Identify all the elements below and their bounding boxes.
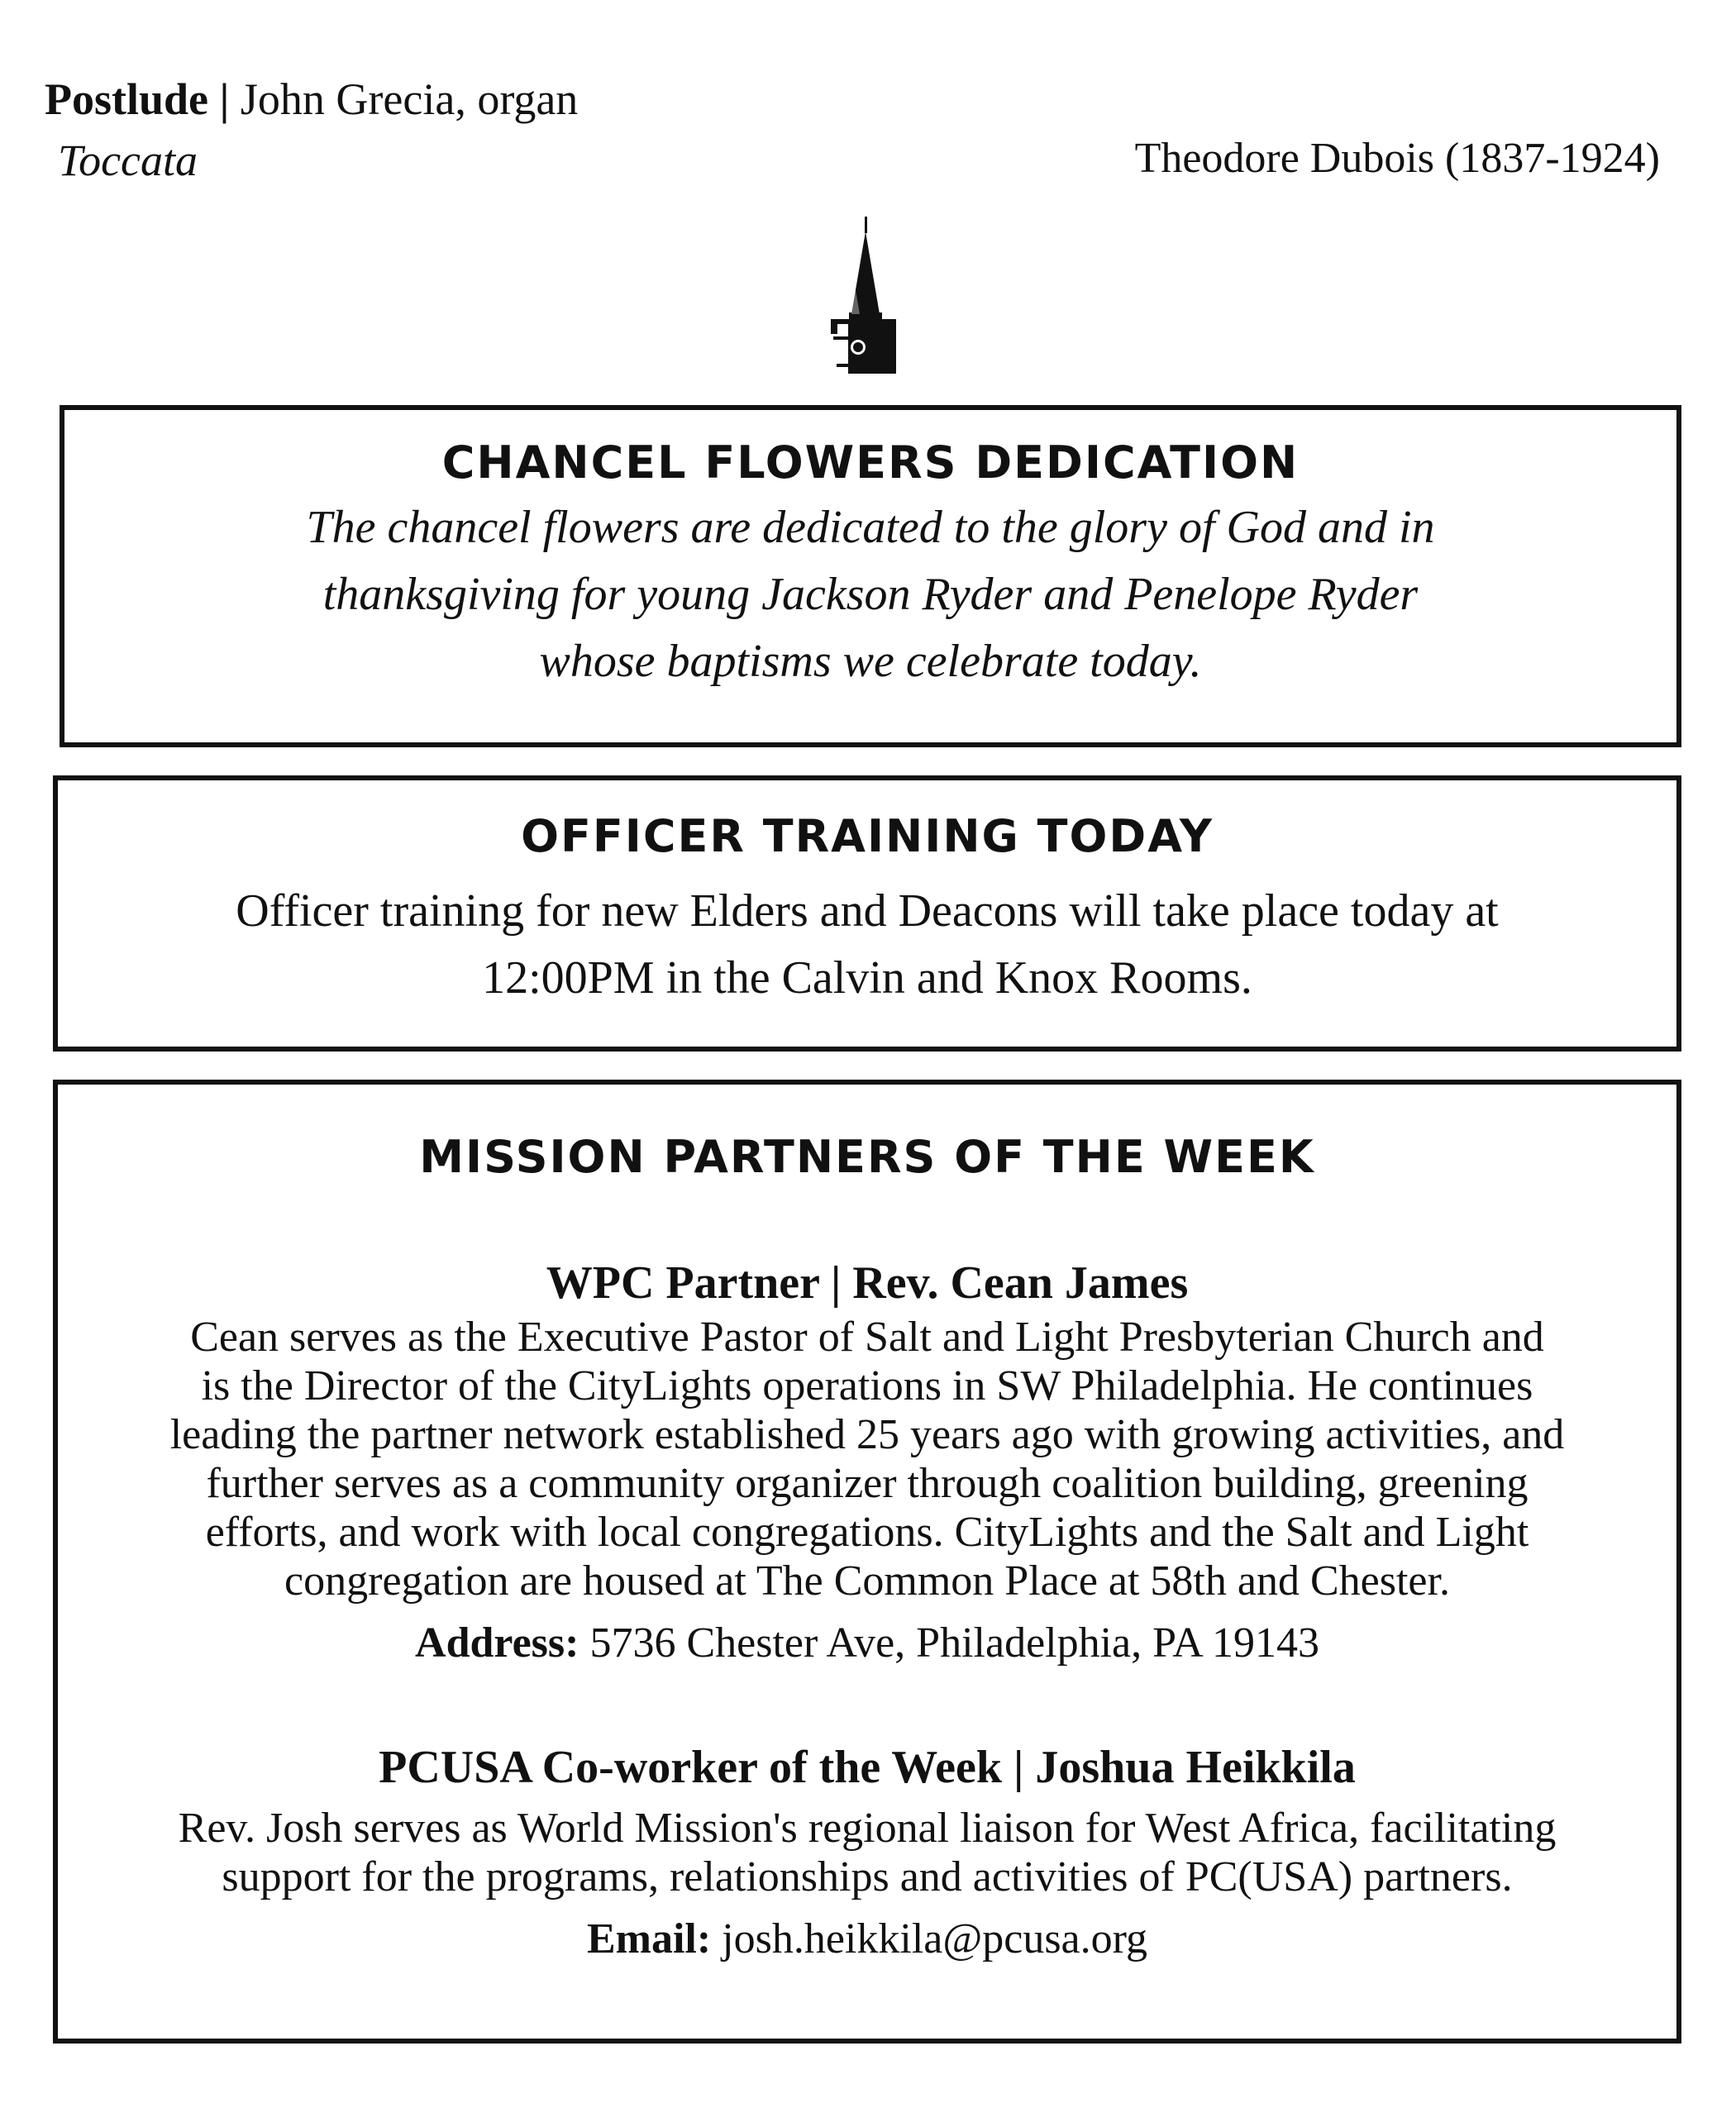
email-link[interactable]: josh.heikkila@pcusa.org xyxy=(722,1915,1148,1963)
postlude-composer: Theodore Dubois (1837-1924) xyxy=(1134,135,1660,182)
wpc-partner-line: further serves as a community organizer through coalition building, greening xyxy=(206,1460,1529,1507)
chancel-flowers-line: The chancel flowers are dedicated to the glory of God and in xyxy=(306,502,1435,553)
postlude-performer: John Grecia, organ xyxy=(240,74,579,124)
chancel-flowers-line: thanksgiving for young Jackson Ryder and Penelope Ryder xyxy=(322,569,1419,620)
wpc-partner-description xyxy=(58,1313,1676,1605)
wpc-partner-line: congregation are housed at The Common Place at 58th and Chester. xyxy=(284,1557,1450,1605)
pcusa-coworker-line: support for the programs, relationships and activities of PC(USA) partners. xyxy=(222,1853,1513,1901)
wpc-partner-line: efforts, and work with local congregations. CityLights and the Salt and Light xyxy=(205,1509,1529,1556)
church-steeple-icon xyxy=(827,217,905,374)
mission-partners-heading: MISSION PARTNERS OF THE WEEK xyxy=(419,1131,1315,1183)
officer-training-line: 12:00PM in the Calvin and Knox Rooms. xyxy=(482,952,1252,1004)
postlude-piece: Toccata xyxy=(58,136,198,185)
officer-training-text xyxy=(58,878,1676,1012)
wpc-partner-line: leading the partner network established 25 years ago with growing activities, and xyxy=(169,1411,1565,1458)
chancel-flowers-text xyxy=(64,494,1676,695)
wpc-partner-address xyxy=(58,1617,1676,1670)
wpc-partner-line: Cean serves as the Executive Pastor of Salt and Light Presbyterian Church and xyxy=(190,1314,1544,1361)
pcusa-coworker-description xyxy=(58,1804,1676,1901)
officer-training-heading: OFFICER TRAINING TODAY xyxy=(521,810,1214,862)
officer-training-box xyxy=(53,775,1681,1052)
postlude-line xyxy=(45,73,578,126)
pcusa-coworker-email xyxy=(58,1913,1676,1966)
wpc-partner-heading: WPC Partner | Rev. Cean James xyxy=(546,1257,1189,1309)
officer-training-line: Officer training for new Elders and Deacons will take place today at xyxy=(236,885,1499,937)
email-label: Email: xyxy=(586,1915,712,1963)
wpc-partner-line: is the Director of the CityLights operations in SW Philadelphia. He continues xyxy=(201,1362,1533,1409)
address-value: 5736 Chester Ave, Philadelphia, PA 19143 xyxy=(589,1619,1319,1667)
chancel-flowers-box xyxy=(60,405,1681,747)
pcusa-coworker-line: Rev. Josh serves as World Mission's regional liaison for West Africa, facilitating xyxy=(178,1805,1557,1852)
postlude-label: Postlude | xyxy=(45,74,230,124)
address-label: Address: xyxy=(415,1619,579,1667)
chancel-flowers-heading: CHANCEL FLOWERS DEDICATION xyxy=(441,436,1300,489)
mission-partners-box xyxy=(53,1080,1681,2044)
chancel-flowers-line: whose baptisms we celebrate today. xyxy=(539,636,1202,687)
pcusa-coworker-heading: PCUSA Co-worker of the Week | Joshua Heikkila xyxy=(379,1742,1356,1793)
